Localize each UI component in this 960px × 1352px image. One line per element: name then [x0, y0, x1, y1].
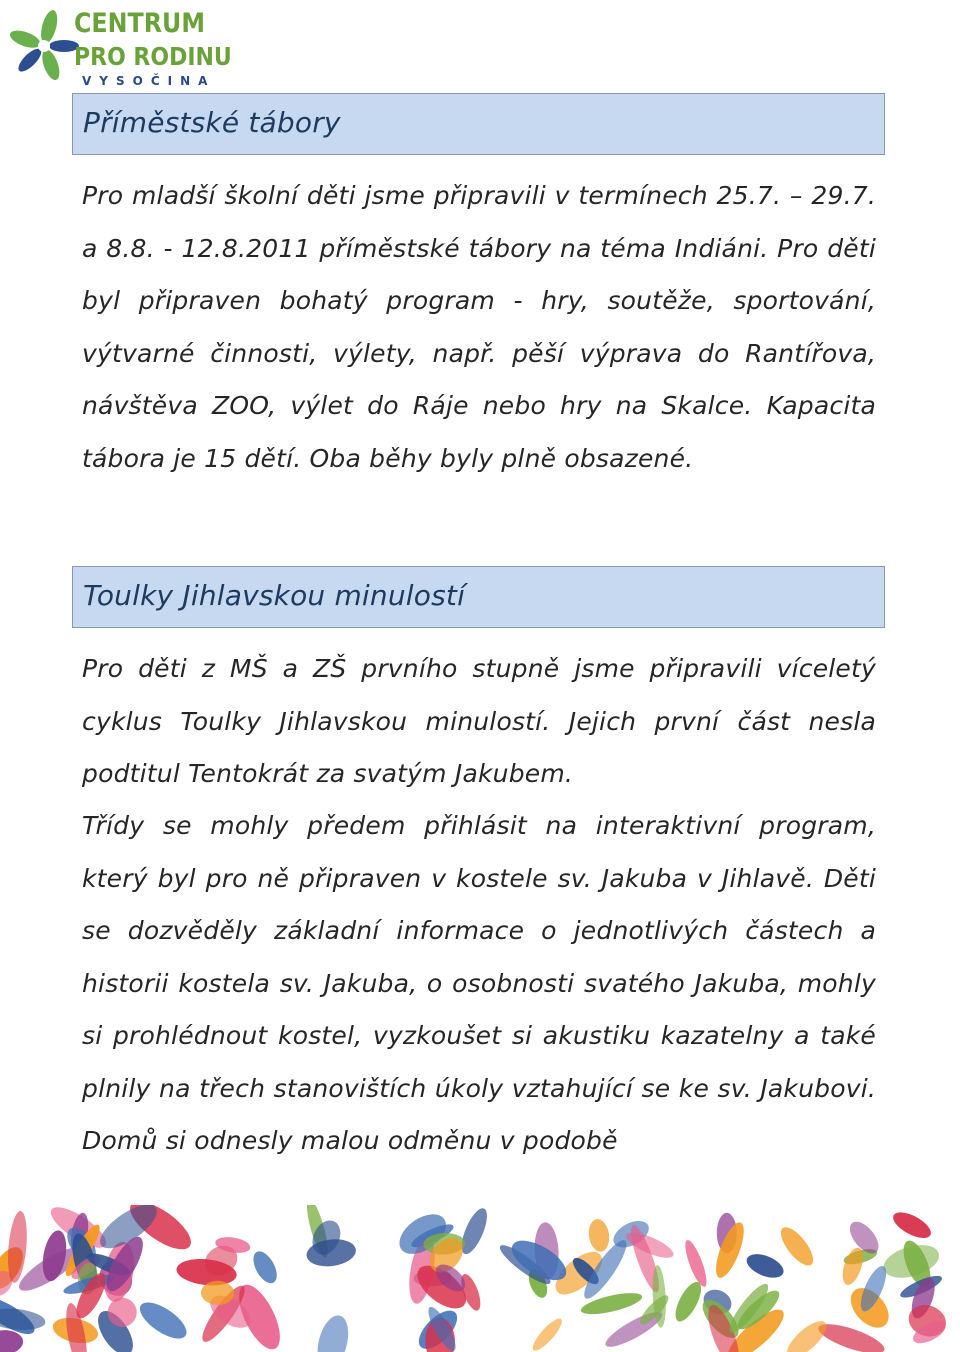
leaf-shape	[312, 1312, 353, 1352]
flower-logo-icon	[10, 6, 80, 90]
leaf-shape	[0, 1306, 46, 1332]
paragraph-summer-camps: Pro mladší školní děti jsme připravili v termínech 25.7. – 29.7. a 8.8. - 12.8.2011 příměstské tábory na téma Indiáni. Pro děti byl připraven bohatý program - hry, soutěže, sportování, výtvarné činnosti, výlety, např. pěší výprava do Rantířova, návštěva ZOO, výlet do Ráje nebo hry na Skalce. Kapacita tábora je 15 dětí. Oba běhy byly plně obsazené.	[82, 181, 876, 473]
leaf-shape	[134, 1296, 192, 1346]
heading-text: Toulky Jihlavskou minulostí	[83, 579, 466, 612]
logo	[10, 6, 232, 90]
section-heading-summer-camps	[72, 93, 885, 155]
logo-line-3: VYSOČINA	[82, 74, 216, 88]
heading-text: Příměstské tábory	[83, 106, 341, 139]
leaf-pattern-footer	[0, 1205, 960, 1352]
section-heading-toulky	[72, 566, 885, 628]
paragraph-toulky-program: Třídy se mohly předem přihlásit na interaktivní program, který byl pro ně připraven v kostele sv. Jakuba v Jihlavě. Děti se dozvěděly základní informace o jednotlivých částech a historii kostela sv. Jakuba, o osobnosti svatého Jakuba, mohly si prohlédnout kostel, vyzkoušet si akustiku kazatelny a také plnily na třech stanovištích úkoly vztahující se ke sv. Jakubovi. Domů si odnesly malou odměnu v podobě	[82, 811, 876, 1155]
leaf-shape	[743, 1249, 787, 1282]
leaf-shape	[889, 1207, 935, 1243]
logo-line-1: CENTRUM	[74, 8, 205, 39]
leaf-shape	[681, 1238, 710, 1289]
leaf-shape	[529, 1315, 566, 1352]
leaf-shape	[249, 1248, 282, 1288]
leaf-shape	[587, 1218, 611, 1253]
leaf-shape	[670, 1278, 706, 1325]
paragraph-toulky-intro: Pro děti z MŠ a ZŠ prvního stupně jsme připravili víceletý cyklus Toulky Jihlavskou minulostí. Jejich první část nesla podtitul Tentokrát za svatým Jakubem.	[82, 654, 876, 788]
leaf-shape	[775, 1222, 818, 1270]
logo-line-2: PRO RODINU	[74, 42, 232, 71]
